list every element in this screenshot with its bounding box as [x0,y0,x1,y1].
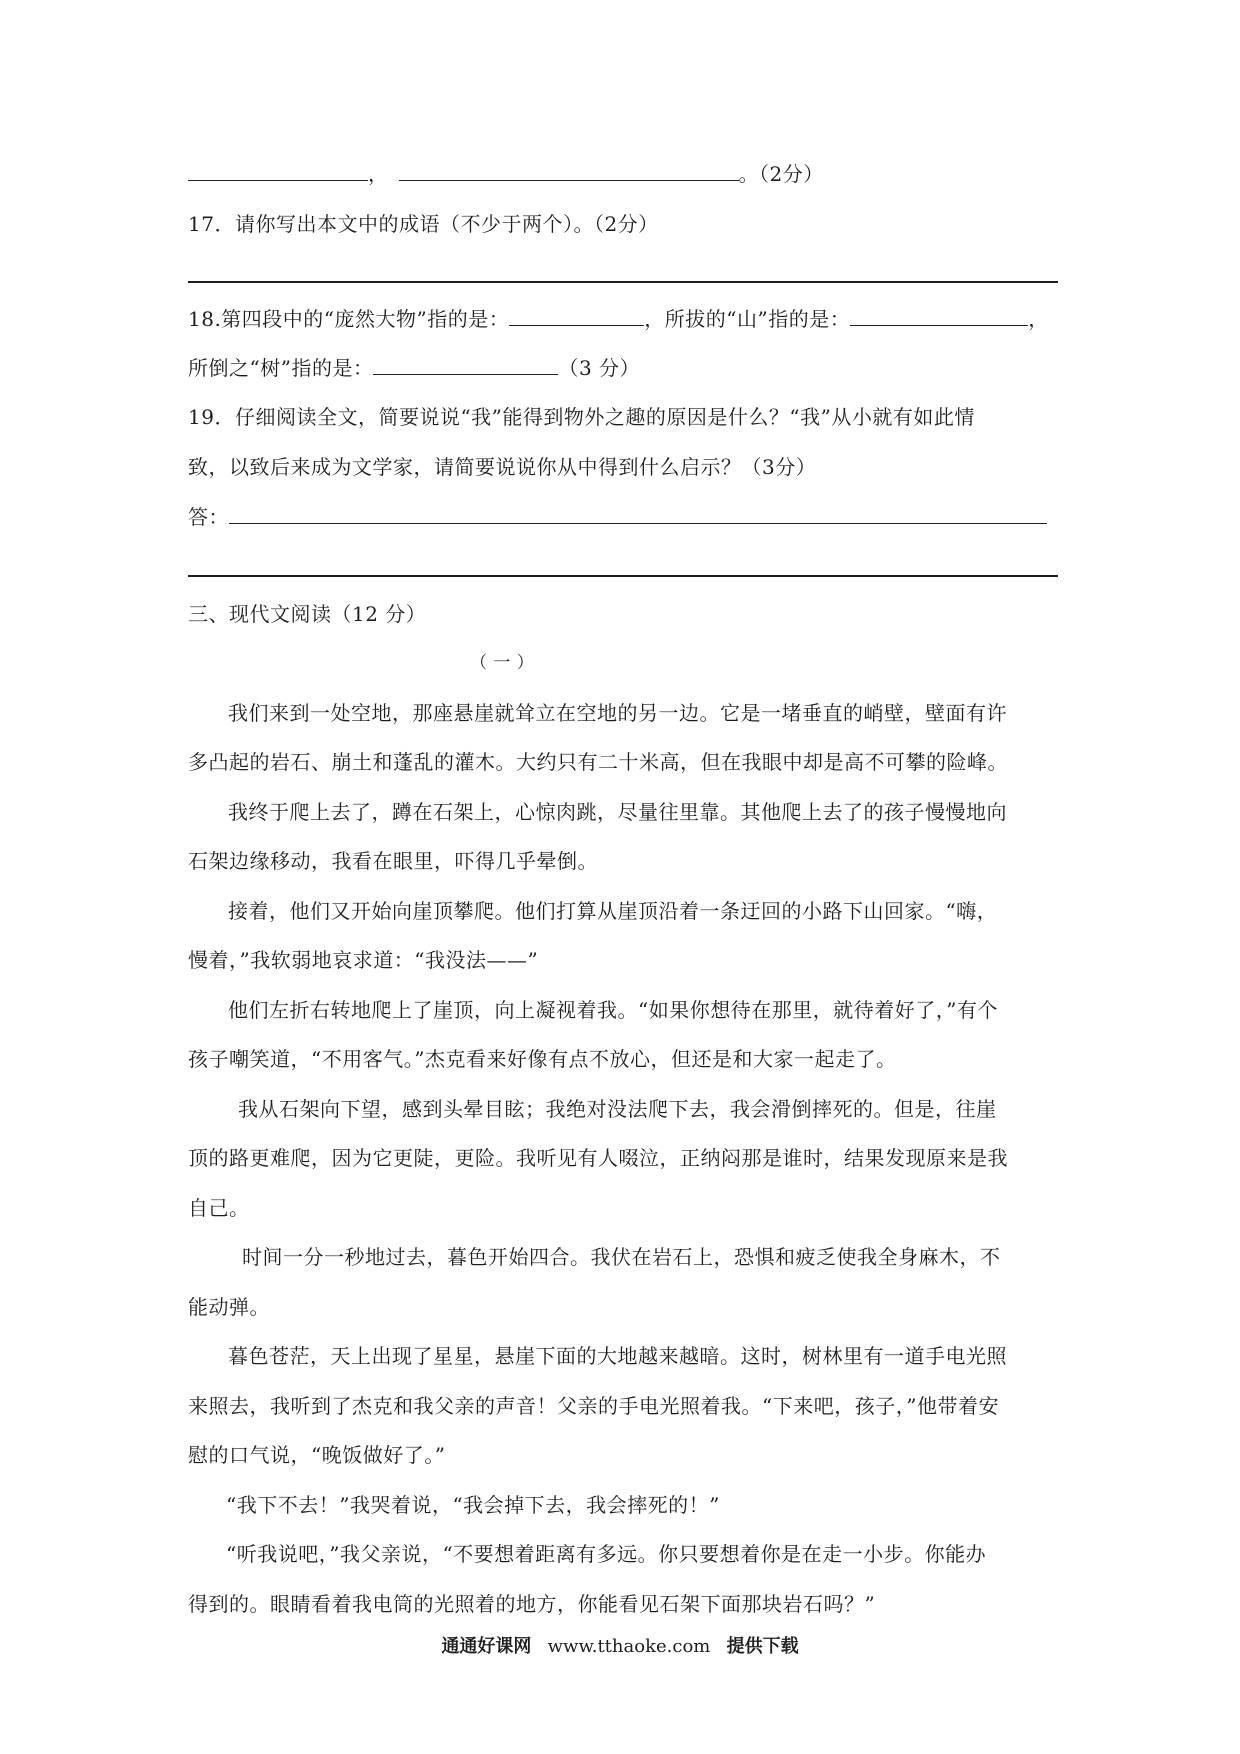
answer-blank[interactable] [373,352,558,375]
page-footer [0,1632,1240,1658]
passage-line: 孩子嘲笑道，“不用客气。”杰克看来好像有点不放心，但还是和大家一起走了。 [188,1047,897,1071]
passage-line: 自己。 [188,1196,250,1220]
question-18-line2 [188,352,1058,384]
question-19-line2: 致，以致后来成为文学家，请简要说说你从中得到什么启示？（3分） [188,455,817,479]
passage-line: 接着，他们又开始向崖顶攀爬。他们打算从崖顶沿着一条迂回的小路下山回家。“嗨， [228,899,998,923]
score-note: （3 分） [558,356,641,380]
section-title: 三、现代文阅读（12 分） [188,602,427,626]
passage-line: 顶的路更难爬，因为它更陡，更险。我听见有人啜泣，正纳闷那是谁时，结果发现原来是我 [188,1146,1008,1170]
footer-brand: 通通好课网 [441,1636,532,1657]
footer-suffix: 提供下载 [726,1636,799,1657]
passage-line: 我终于爬上去了，蹲在石架上，心惊肉跳，尽量往里靠。其他爬上去了的孩子慢慢地向 [228,800,1007,824]
passage-line: 来照去，我听到了杰克和我父亲的声音！父亲的手电光照着我。“下来吧，孩子，”他带着安 [188,1394,999,1418]
passage-line: 我从石架向下望，感到头晕目眩；我绝对没法爬下去，我会滑倒摔死的。但是，往崖 [238,1097,997,1121]
q18-text: ， [1028,307,1049,331]
answer-blank[interactable] [850,303,1028,326]
score-note: 。（2分） [738,162,824,186]
answer-label: 答： [188,505,229,529]
section-subtitle: （ 一 ） [470,653,535,673]
passage-line: 多凸起的岩石、崩土和蓬乱的灌木。大约只有二十米高，但在我眼中却是高不可攀的险峰。 [188,750,1008,774]
passage-line: 慰的口气说，“晚饭做好了。” [188,1443,446,1467]
answer-blank[interactable] [229,501,1047,524]
q18-text: 所倒之“树”指的是： [188,356,374,380]
answer-blank[interactable] [188,158,368,181]
passage-line: 能动弹。 [188,1295,270,1319]
q18-text: ，所拔的“山”指的是： [644,307,851,331]
passage-line: 得到的。眼睛看着我电筒的光照着的地方，你能看见石架下面那块岩石吗？” [188,1592,876,1616]
footer-url[interactable]: www.tthaoke.com [547,1636,711,1657]
passage-line: “我下不去！”我哭着说，“我会掉下去，我会摔死的！” [226,1493,720,1517]
passage-line: 他们左折右转地爬上了崖顶，向上凝视着我。“如果你想待在那里，就待着好了，”有个 [228,998,998,1022]
answer-blank[interactable] [399,158,739,181]
answer-rule[interactable] [188,281,1058,283]
q18-text: 18.第四段中的“庞然大物”指的是： [188,307,510,331]
question-18-line1 [188,303,1058,335]
question-19-line1: 19．仔细阅读全文，简要说说“我”能得到物外之趣的原因是什么？“我”从小就有如此情 [188,405,975,429]
question-17: 17．请你写出本文中的成语（不少于两个）。（2分） [188,212,659,236]
passage-line: 暮色苍茫，天上出现了星星，悬崖下面的大地越来越暗。这时，树林里有一道手电光照 [228,1344,1007,1368]
comma: ， [368,162,389,186]
passage-line: 时间一分一秒地过去，暮色开始四合。我伏在岩石上，恐惧和疲乏使我全身麻木，不 [242,1245,1001,1269]
answer-line [188,501,1058,533]
answer-rule[interactable] [188,575,1058,577]
q16-answer-line [188,158,1058,190]
passage-line: 石架边缘移动，我看在眼里，吓得几乎晕倒。 [188,849,598,873]
passage-line: 我们来到一处空地，那座悬崖就耸立在空地的另一边。它是一堵垂直的峭壁，壁面有许 [228,701,1007,725]
answer-blank[interactable] [509,303,644,326]
passage-line: “听我说吧，”我父亲说，“不要想着距离有多远。你只要想着你是在走一小步。你能办 [226,1542,987,1566]
passage-line: 慢着，”我软弱地哀求道：“我没法——” [188,948,539,972]
